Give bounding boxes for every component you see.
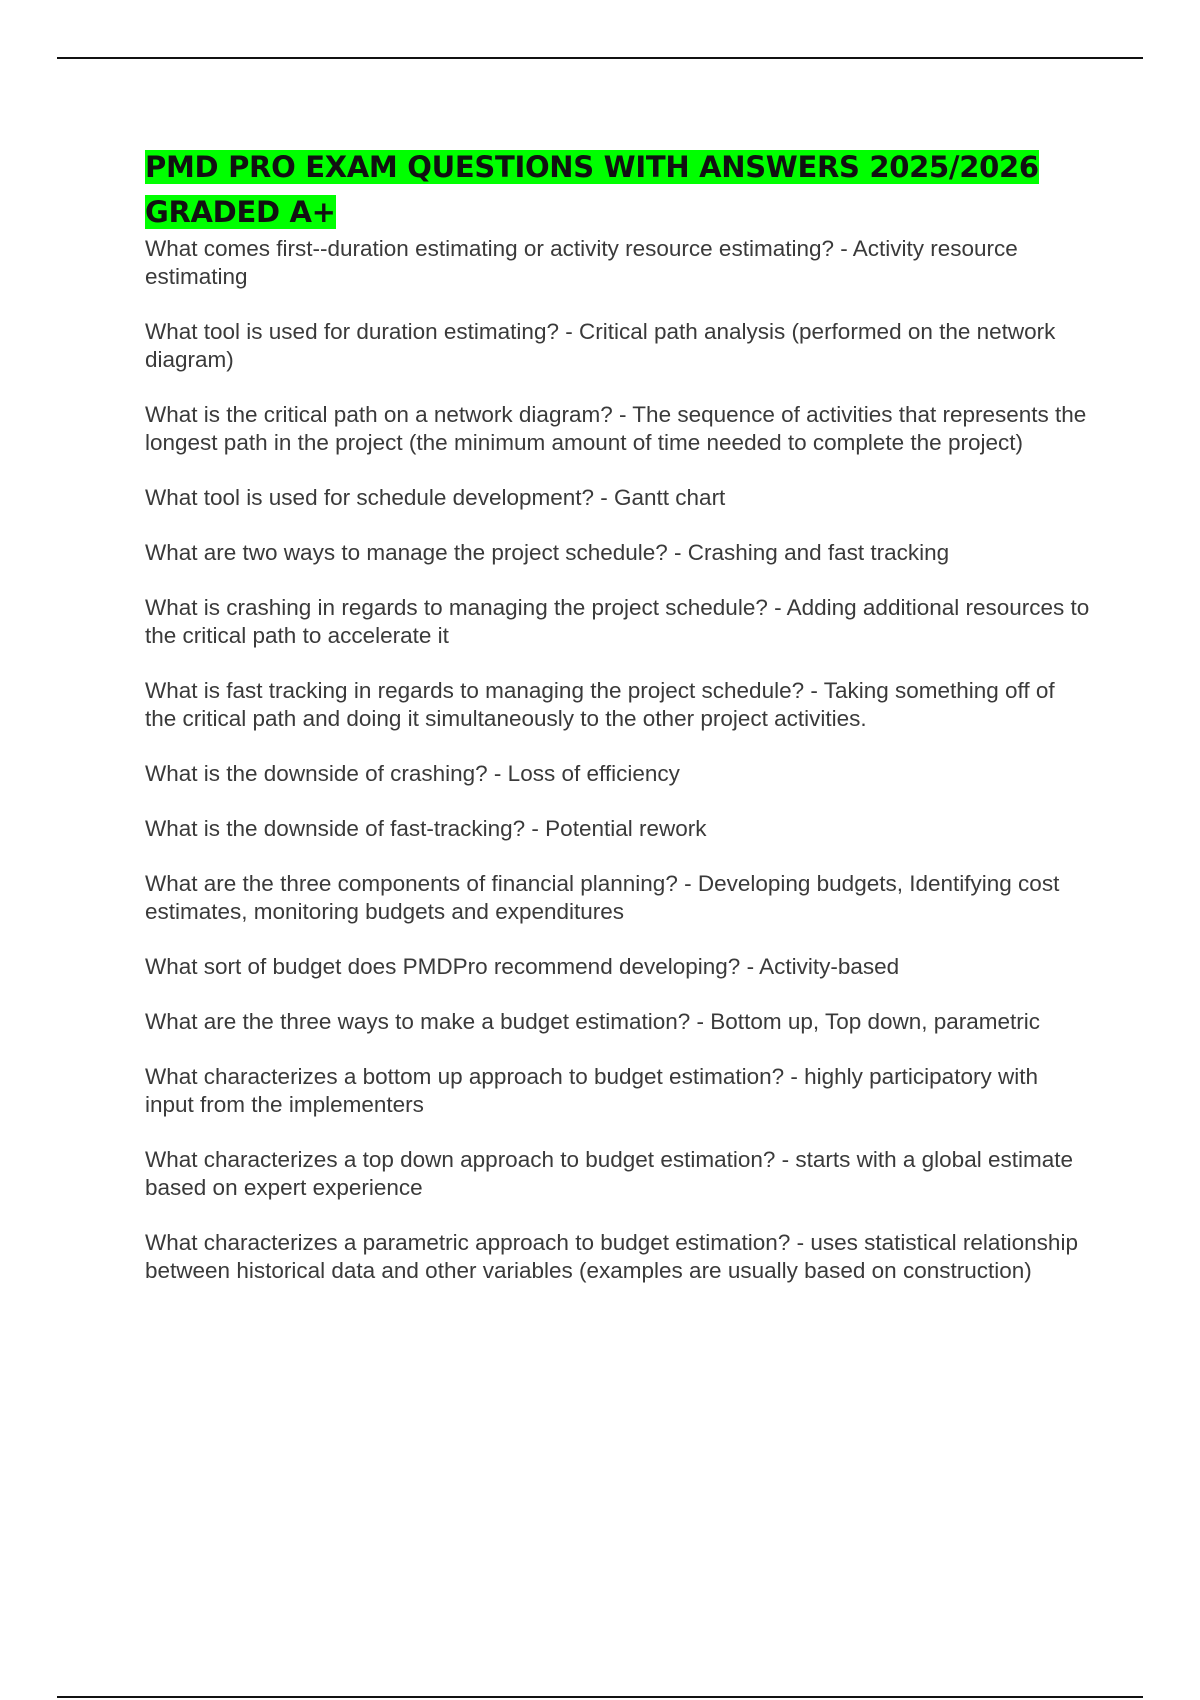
highlighted-title-text: PMD PRO EXAM QUESTIONS WITH ANSWERS 2025/2026 GRADED A+ bbox=[145, 150, 1039, 229]
qa-item: What tool is used for duration estimating? - Critical path analysis (performed on the network diagram) bbox=[145, 319, 1056, 372]
top-rule bbox=[57, 57, 1143, 59]
qa-item: What characterizes a parametric approach to budget estimation? - uses statistical relationship between historical data and other variables (examples are usually based on construction) bbox=[145, 1230, 1078, 1283]
qa-item: What comes first--duration estimating or activity resource estimating? - Activity resource estimating bbox=[145, 236, 1018, 289]
qa-item: What are the three ways to make a budget estimation? - Bottom up, Top down, parametric bbox=[145, 1009, 1041, 1034]
qa-item: What are two ways to manage the project schedule? - Crashing and fast tracking bbox=[145, 540, 950, 565]
qa-list bbox=[145, 235, 1090, 1285]
qa-item: What characterizes a bottom up approach to budget estimation? - highly participatory with input from the implementers bbox=[145, 1064, 1038, 1117]
qa-item: What is fast tracking in regards to managing the project schedule? - Taking something off of the critical path and doing it simultaneously to the other project activities. bbox=[145, 678, 1055, 731]
qa-item: What is the critical path on a network diagram? - The sequence of activities that represents the longest path in the project (the minimum amount of time needed to complete the project) bbox=[145, 402, 1087, 455]
qa-item: What is crashing in regards to managing the project schedule? - Adding additional resources to the critical path to accelerate it bbox=[145, 595, 1090, 648]
document-title bbox=[145, 145, 1090, 235]
qa-item: What sort of budget does PMDPro recommend developing? - Activity-based bbox=[145, 954, 900, 979]
bottom-rule bbox=[57, 1696, 1143, 1698]
qa-item: What is the downside of crashing? - Loss of efficiency bbox=[145, 761, 680, 786]
qa-item: What characterizes a top down approach to budget estimation? - starts with a global estimate based on expert experience bbox=[145, 1147, 1073, 1200]
qa-item: What are the three components of financial planning? - Developing budgets, Identifying cost estimates, monitoring budgets and expenditures bbox=[145, 871, 1060, 924]
document-body bbox=[145, 145, 1090, 1312]
qa-item: What is the downside of fast-tracking? - Potential rework bbox=[145, 816, 707, 841]
qa-item: What tool is used for schedule development? - Gantt chart bbox=[145, 485, 726, 510]
